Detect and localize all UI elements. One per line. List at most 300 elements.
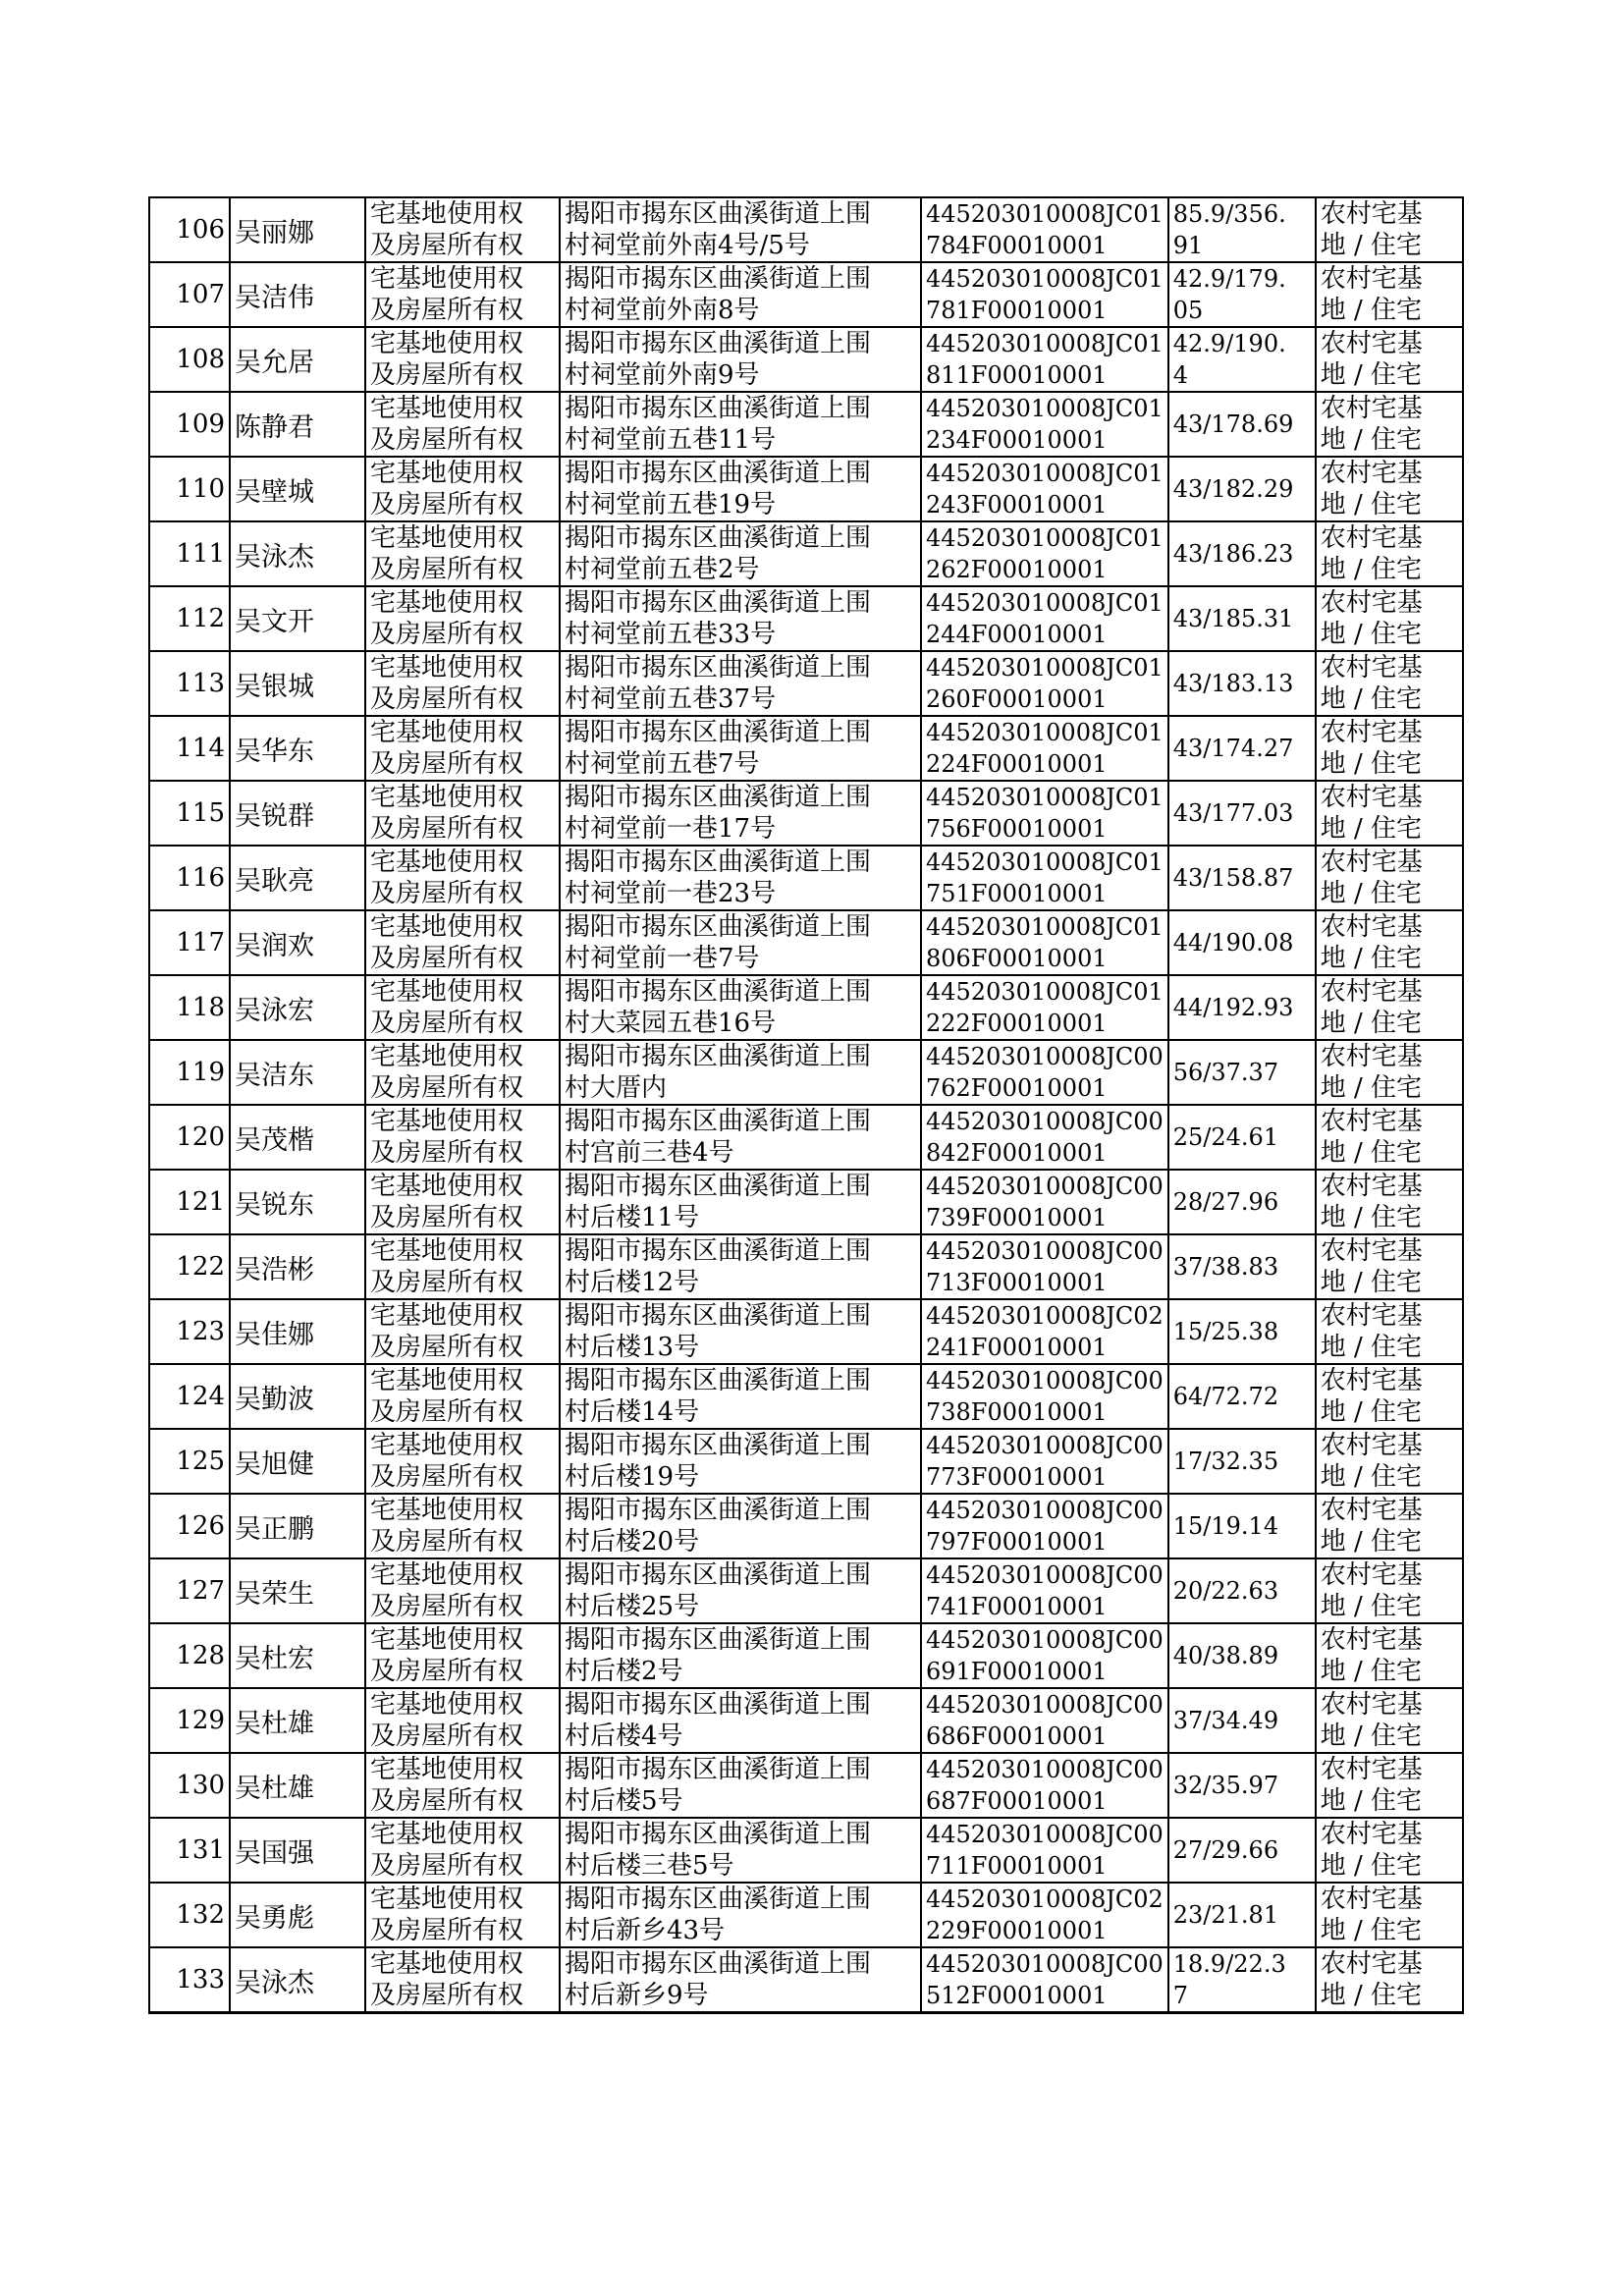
area-line: 85.9/356. (1172, 200, 1286, 228)
area-line: 37/38.83 (1172, 1253, 1279, 1281)
table-row (149, 1364, 1463, 1429)
type-line: 及房屋所有权 (370, 1073, 524, 1103)
area-line: 4 (1172, 361, 1189, 389)
use-line: 农村宅基 (1320, 718, 1423, 747)
code-line: 738F00010001 (926, 1398, 1108, 1426)
unit-code (921, 197, 1168, 262)
type-line: 宅基地使用权 (370, 977, 524, 1007)
row-number: 118 (149, 975, 230, 1040)
unit-code (921, 457, 1168, 521)
type-line: 宅基地使用权 (370, 459, 524, 488)
code-line: 445203010008JC00 (926, 1691, 1164, 1719)
code-line: 806F00010001 (926, 945, 1108, 972)
row-number: 122 (149, 1234, 230, 1299)
table-row (149, 1040, 1463, 1105)
owner-name: 吴杜宏 (230, 1623, 365, 1688)
land-use (1316, 586, 1463, 651)
land-use (1316, 651, 1463, 716)
property-address (560, 586, 921, 651)
addr-line: 揭阳市揭东区曲溪街道上围 (565, 1625, 872, 1655)
addr-line: 村祠堂前五巷19号 (565, 490, 777, 519)
right-type (365, 651, 560, 716)
property-address (560, 1558, 921, 1623)
property-address (560, 1429, 921, 1494)
table-row (149, 716, 1463, 781)
land-use (1316, 1688, 1463, 1753)
owner-name: 吴国强 (230, 1818, 365, 1883)
use-line: 农村宅基 (1320, 1431, 1423, 1460)
table-row (149, 1688, 1463, 1753)
addr-line: 揭阳市揭东区曲溪街道上围 (565, 977, 872, 1007)
row-number: 116 (149, 846, 230, 910)
area-value (1168, 910, 1316, 975)
area-value (1168, 1234, 1316, 1299)
area-value (1168, 1753, 1316, 1818)
property-address (560, 1234, 921, 1299)
table-row (149, 197, 1463, 262)
owner-name: 吴勤波 (230, 1364, 365, 1429)
type-line: 及房屋所有权 (370, 1657, 524, 1686)
code-line: 686F00010001 (926, 1722, 1108, 1750)
area-line: 40/38.89 (1172, 1642, 1279, 1669)
use-line: 农村宅基 (1320, 199, 1423, 229)
area-line: 25/24.61 (1172, 1123, 1279, 1151)
right-type (365, 781, 560, 846)
code-line: 445203010008JC00 (926, 1950, 1164, 1978)
owner-name: 吴泳杰 (230, 1947, 365, 2013)
right-type (365, 1753, 560, 1818)
table-row (149, 1558, 1463, 1623)
area-line: 43/158.87 (1172, 864, 1294, 892)
property-address (560, 197, 921, 262)
code-line: 222F00010001 (926, 1010, 1108, 1037)
area-value (1168, 1040, 1316, 1105)
code-line: 445203010008JC00 (926, 1367, 1164, 1394)
property-address (560, 262, 921, 327)
right-type (365, 1623, 560, 1688)
type-line: 及房屋所有权 (370, 490, 524, 519)
land-use (1316, 1947, 1463, 2013)
type-line: 及房屋所有权 (370, 1786, 524, 1816)
use-line: 农村宅基 (1320, 1366, 1423, 1395)
property-address (560, 716, 921, 781)
type-line: 及房屋所有权 (370, 1203, 524, 1232)
land-use (1316, 1040, 1463, 1105)
addr-line: 揭阳市揭东区曲溪街道上围 (565, 718, 872, 747)
type-line: 及房屋所有权 (370, 1851, 524, 1881)
table-row (149, 1947, 1463, 2013)
addr-line: 揭阳市揭东区曲溪街道上围 (565, 1690, 872, 1720)
use-line: 地 / 住宅 (1320, 814, 1423, 844)
type-line: 宅基地使用权 (370, 1496, 524, 1525)
code-line: 445203010008JC01 (926, 589, 1164, 617)
property-address (560, 392, 921, 457)
use-line: 农村宅基 (1320, 1755, 1423, 1784)
row-number: 108 (149, 327, 230, 392)
code-line: 512F00010001 (926, 1982, 1108, 2009)
right-type (365, 716, 560, 781)
type-line: 及房屋所有权 (370, 1138, 524, 1168)
right-type (365, 327, 560, 392)
table-row (149, 846, 1463, 910)
owner-name: 吴丽娜 (230, 197, 365, 262)
use-line: 地 / 住宅 (1320, 944, 1423, 973)
owner-name: 吴泳杰 (230, 521, 365, 586)
right-type (365, 521, 560, 586)
addr-line: 村祠堂前五巷11号 (565, 425, 777, 455)
type-line: 宅基地使用权 (370, 1431, 524, 1460)
code-line: 445203010008JC01 (926, 200, 1164, 228)
unit-code (921, 262, 1168, 327)
land-use (1316, 262, 1463, 327)
addr-line: 揭阳市揭东区曲溪街道上围 (565, 847, 872, 877)
unit-code (921, 1494, 1168, 1558)
addr-line: 揭阳市揭东区曲溪街道上围 (565, 523, 872, 553)
code-line: 445203010008JC01 (926, 265, 1164, 293)
table-row (149, 1170, 1463, 1234)
area-line: 44/192.93 (1172, 994, 1294, 1021)
owner-name: 陈静君 (230, 392, 365, 457)
property-address (560, 521, 921, 586)
addr-line: 村祠堂前一巷17号 (565, 814, 777, 844)
table-row (149, 1753, 1463, 1818)
owner-name: 吴文开 (230, 586, 365, 651)
use-line: 农村宅基 (1320, 394, 1423, 423)
unit-code (921, 1364, 1168, 1429)
right-type (365, 1299, 560, 1364)
right-type (365, 910, 560, 975)
unit-code (921, 1883, 1168, 1947)
land-use (1316, 1623, 1463, 1688)
use-line: 农村宅基 (1320, 264, 1423, 294)
addr-line: 村大菜园五巷16号 (565, 1009, 777, 1038)
owner-name: 吴洁伟 (230, 262, 365, 327)
type-line: 宅基地使用权 (370, 264, 524, 294)
owner-name: 吴锐东 (230, 1170, 365, 1234)
code-line: 445203010008JC02 (926, 1302, 1164, 1330)
code-line: 741F00010001 (926, 1593, 1108, 1620)
addr-line: 揭阳市揭东区曲溪街道上围 (565, 394, 872, 423)
land-use (1316, 327, 1463, 392)
area-line: 18.9/22.3 (1172, 1950, 1286, 1978)
code-line: 445203010008JC01 (926, 654, 1164, 682)
code-line: 445203010008JC01 (926, 978, 1164, 1006)
owner-name: 吴允居 (230, 327, 365, 392)
use-line: 地 / 住宅 (1320, 1786, 1423, 1816)
area-line: 27/29.66 (1172, 1836, 1279, 1864)
addr-line: 村后楼13号 (565, 1333, 700, 1362)
right-type (365, 1558, 560, 1623)
code-line: 260F00010001 (926, 685, 1108, 713)
area-line: 43/183.13 (1172, 670, 1294, 697)
owner-name: 吴洁东 (230, 1040, 365, 1105)
type-line: 宅基地使用权 (370, 523, 524, 553)
use-line: 地 / 住宅 (1320, 1203, 1423, 1232)
unit-code (921, 1234, 1168, 1299)
area-line: 43/177.03 (1172, 799, 1294, 827)
code-line: 229F00010001 (926, 1917, 1108, 1944)
right-type (365, 1170, 560, 1234)
addr-line: 村后楼12号 (565, 1268, 700, 1297)
addr-line: 揭阳市揭东区曲溪街道上围 (565, 912, 872, 942)
unit-code (921, 651, 1168, 716)
row-number: 126 (149, 1494, 230, 1558)
type-line: 宅基地使用权 (370, 1301, 524, 1331)
area-value (1168, 586, 1316, 651)
area-line: 43/178.69 (1172, 410, 1294, 438)
code-line: 739F00010001 (926, 1204, 1108, 1231)
use-line: 农村宅基 (1320, 783, 1423, 812)
type-line: 及房屋所有权 (370, 1333, 524, 1362)
use-line: 地 / 住宅 (1320, 1138, 1423, 1168)
addr-line: 村后楼25号 (565, 1592, 700, 1621)
land-use (1316, 521, 1463, 586)
addr-line: 揭阳市揭东区曲溪街道上围 (565, 1885, 872, 1914)
addr-line: 村后楼5号 (565, 1786, 683, 1816)
property-address (560, 1105, 921, 1170)
table-row (149, 586, 1463, 651)
use-line: 地 / 住宅 (1320, 1527, 1423, 1557)
area-value (1168, 1883, 1316, 1947)
addr-line: 村祠堂前五巷2号 (565, 555, 760, 584)
code-line: 262F00010001 (926, 556, 1108, 583)
owner-name: 吴壁城 (230, 457, 365, 521)
owner-name: 吴勇彪 (230, 1883, 365, 1947)
unit-code (921, 327, 1168, 392)
addr-line: 揭阳市揭东区曲溪街道上围 (565, 1236, 872, 1266)
addr-line: 村后楼20号 (565, 1527, 700, 1557)
row-number: 106 (149, 197, 230, 262)
use-line: 地 / 住宅 (1320, 296, 1423, 325)
table-row (149, 651, 1463, 716)
owner-name: 吴银城 (230, 651, 365, 716)
addr-line: 村祠堂前外南9号 (565, 360, 760, 390)
row-number: 128 (149, 1623, 230, 1688)
use-line: 地 / 住宅 (1320, 1073, 1423, 1103)
row-number: 117 (149, 910, 230, 975)
use-line: 地 / 住宅 (1320, 620, 1423, 649)
code-line: 445203010008JC00 (926, 1108, 1164, 1135)
addr-line: 揭阳市揭东区曲溪街道上围 (565, 1172, 872, 1201)
code-line: 445203010008JC01 (926, 524, 1164, 552)
use-line: 农村宅基 (1320, 912, 1423, 942)
area-value (1168, 1947, 1316, 2013)
use-line: 地 / 住宅 (1320, 1268, 1423, 1297)
use-line: 农村宅基 (1320, 1820, 1423, 1849)
use-line: 农村宅基 (1320, 1885, 1423, 1914)
use-line: 农村宅基 (1320, 847, 1423, 877)
area-line: 43/185.31 (1172, 605, 1294, 632)
code-line: 234F00010001 (926, 426, 1108, 454)
land-use (1316, 1883, 1463, 1947)
table-row (149, 262, 1463, 327)
unit-code (921, 1623, 1168, 1688)
type-line: 宅基地使用权 (370, 1885, 524, 1914)
addr-line: 村后楼11号 (565, 1203, 700, 1232)
unit-code (921, 975, 1168, 1040)
unit-code (921, 1947, 1168, 2013)
property-rights-table (148, 196, 1464, 2014)
right-type (365, 392, 560, 457)
area-value (1168, 1558, 1316, 1623)
use-line: 地 / 住宅 (1320, 360, 1423, 390)
addr-line: 揭阳市揭东区曲溪街道上围 (565, 264, 872, 294)
property-address (560, 1494, 921, 1558)
row-number: 112 (149, 586, 230, 651)
code-line: 445203010008JC00 (926, 1237, 1164, 1265)
land-use (1316, 1494, 1463, 1558)
type-line: 及房屋所有权 (370, 1009, 524, 1038)
table-row (149, 1429, 1463, 1494)
type-line: 及房屋所有权 (370, 1268, 524, 1297)
addr-line: 揭阳市揭东区曲溪街道上围 (565, 1496, 872, 1525)
unit-code (921, 1818, 1168, 1883)
type-line: 宅基地使用权 (370, 1366, 524, 1395)
area-value (1168, 975, 1316, 1040)
table-row (149, 521, 1463, 586)
type-line: 宅基地使用权 (370, 1172, 524, 1201)
property-address (560, 910, 921, 975)
owner-name: 吴佳娜 (230, 1299, 365, 1364)
area-line: 32/35.97 (1172, 1772, 1279, 1799)
code-line: 691F00010001 (926, 1658, 1108, 1685)
owner-name: 吴荣生 (230, 1558, 365, 1623)
use-line: 农村宅基 (1320, 1107, 1423, 1136)
type-line: 宅基地使用权 (370, 1236, 524, 1266)
use-line: 地 / 住宅 (1320, 684, 1423, 714)
property-address (560, 975, 921, 1040)
type-line: 及房屋所有权 (370, 555, 524, 584)
code-line: 797F00010001 (926, 1528, 1108, 1556)
type-line: 宅基地使用权 (370, 1690, 524, 1720)
addr-line: 揭阳市揭东区曲溪街道上围 (565, 1431, 872, 1460)
table-row (149, 1105, 1463, 1170)
type-line: 及房屋所有权 (370, 296, 524, 325)
row-number: 129 (149, 1688, 230, 1753)
type-line: 及房屋所有权 (370, 231, 524, 260)
row-number: 114 (149, 716, 230, 781)
owner-name: 吴泳宏 (230, 975, 365, 1040)
code-line: 784F00010001 (926, 232, 1108, 259)
area-value (1168, 1170, 1316, 1234)
area-line: 23/21.81 (1172, 1901, 1279, 1929)
property-address (560, 651, 921, 716)
area-line: 05 (1172, 297, 1204, 324)
land-use (1316, 1818, 1463, 1883)
row-number: 120 (149, 1105, 230, 1170)
addr-line: 揭阳市揭东区曲溪街道上围 (565, 653, 872, 683)
code-line: 445203010008JC02 (926, 1885, 1164, 1913)
land-use (1316, 1105, 1463, 1170)
area-line: 43/182.29 (1172, 475, 1294, 503)
right-type (365, 1105, 560, 1170)
code-line: 687F00010001 (926, 1787, 1108, 1815)
use-line: 地 / 住宅 (1320, 490, 1423, 519)
property-address (560, 1623, 921, 1688)
addr-line: 揭阳市揭东区曲溪街道上围 (565, 1755, 872, 1784)
use-line: 农村宅基 (1320, 1625, 1423, 1655)
addr-line: 揭阳市揭东区曲溪街道上围 (565, 588, 872, 618)
code-line: 842F00010001 (926, 1139, 1108, 1167)
type-line: 宅基地使用权 (370, 912, 524, 942)
code-line: 445203010008JC00 (926, 1497, 1164, 1524)
area-value (1168, 781, 1316, 846)
table-row (149, 975, 1463, 1040)
right-type (365, 197, 560, 262)
unit-code (921, 1105, 1168, 1170)
unit-code (921, 1040, 1168, 1105)
use-line: 地 / 住宅 (1320, 555, 1423, 584)
addr-line: 村祠堂前五巷7号 (565, 749, 760, 779)
type-line: 及房屋所有权 (370, 1592, 524, 1621)
addr-line: 村大厝内 (565, 1073, 668, 1103)
row-number: 131 (149, 1818, 230, 1883)
use-line: 农村宅基 (1320, 329, 1423, 358)
land-use (1316, 1429, 1463, 1494)
type-line: 宅基地使用权 (370, 1042, 524, 1071)
right-type (365, 975, 560, 1040)
area-line: 42.9/190. (1172, 330, 1286, 357)
use-line: 农村宅基 (1320, 977, 1423, 1007)
area-value (1168, 846, 1316, 910)
table-row (149, 781, 1463, 846)
property-address (560, 457, 921, 521)
code-line: 445203010008JC01 (926, 460, 1164, 487)
row-number: 111 (149, 521, 230, 586)
area-value (1168, 197, 1316, 262)
type-line: 及房屋所有权 (370, 684, 524, 714)
code-line: 445203010008JC00 (926, 1756, 1164, 1783)
type-line: 宅基地使用权 (370, 653, 524, 683)
property-address (560, 1040, 921, 1105)
unit-code (921, 1558, 1168, 1623)
area-line: 91 (1172, 232, 1204, 259)
row-number: 119 (149, 1040, 230, 1105)
owner-name: 吴正鹏 (230, 1494, 365, 1558)
table-row (149, 1883, 1463, 1947)
table-row (149, 392, 1463, 457)
use-line: 地 / 住宅 (1320, 749, 1423, 779)
area-value (1168, 716, 1316, 781)
area-line: 64/72.72 (1172, 1383, 1279, 1410)
code-line: 445203010008JC00 (926, 1626, 1164, 1654)
area-value (1168, 1364, 1316, 1429)
table-row (149, 1623, 1463, 1688)
code-line: 445203010008JC01 (926, 848, 1164, 876)
land-use (1316, 457, 1463, 521)
use-line: 农村宅基 (1320, 588, 1423, 618)
unit-code (921, 1753, 1168, 1818)
unit-code (921, 781, 1168, 846)
addr-line: 揭阳市揭东区曲溪街道上围 (565, 1042, 872, 1071)
addr-line: 揭阳市揭东区曲溪街道上围 (565, 1107, 872, 1136)
code-line: 756F00010001 (926, 815, 1108, 843)
addr-line: 村后楼2号 (565, 1657, 683, 1686)
type-line: 宅基地使用权 (370, 199, 524, 229)
use-line: 农村宅基 (1320, 653, 1423, 683)
area-value (1168, 1818, 1316, 1883)
addr-line: 揭阳市揭东区曲溪街道上围 (565, 199, 872, 229)
owner-name: 吴旭健 (230, 1429, 365, 1494)
table-row (149, 910, 1463, 975)
code-line: 751F00010001 (926, 880, 1108, 907)
type-line: 宅基地使用权 (370, 1560, 524, 1590)
unit-code (921, 1429, 1168, 1494)
addr-line: 村后楼三巷5号 (565, 1851, 734, 1881)
unit-code (921, 846, 1168, 910)
row-number: 107 (149, 262, 230, 327)
type-line: 及房屋所有权 (370, 1981, 524, 2010)
